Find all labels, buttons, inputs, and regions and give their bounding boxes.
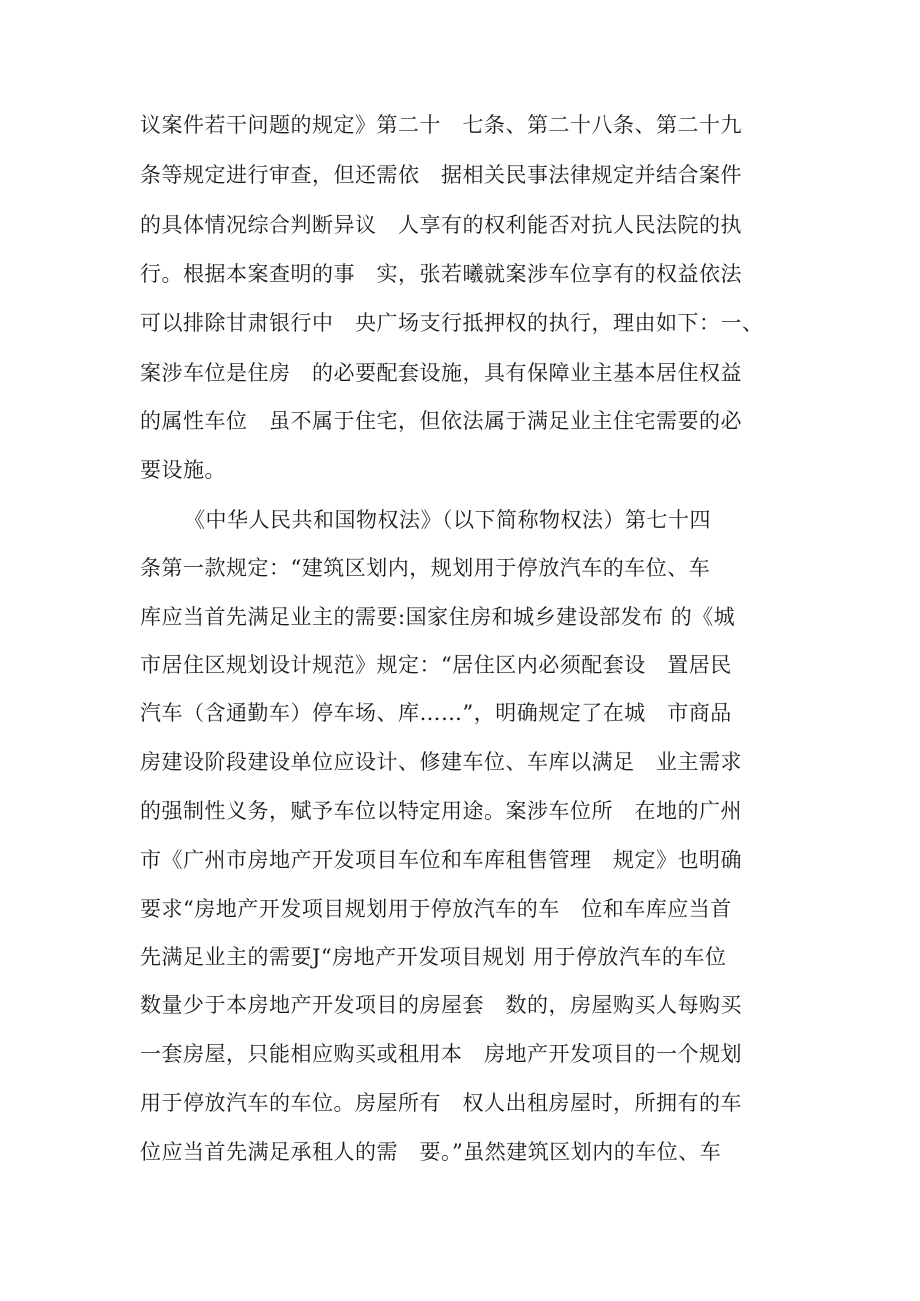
text-line: 可以排除甘肃银行中 央广场支行抵押权的执行，理由如下：一、	[140, 311, 764, 335]
text-line: 要求“房地产开发项目规划用于停放汽车的车 位和车库应当首	[140, 897, 732, 921]
text-line: 《中华人民共和国物权法》（以下简称物权法）第七十四	[184, 508, 711, 532]
text-line: 条等规定进行审查，但还需依 据相关民事法律规定并结合案件	[140, 163, 742, 187]
text-line: 数量少于本房地产开发项目的房屋套 数的，房屋购买人每购买	[140, 993, 742, 1017]
text-line: 市居住区规划设计规范》规定：“居住区内必须配套设 置居民	[140, 653, 732, 677]
text-line: 先满足业主的需要J“房地产开发项目规划 用于停放汽车的车位	[140, 945, 727, 969]
text-line: 条第一款规定：“建筑区划内，规划用于停放汽车的车位、车	[140, 556, 711, 580]
text-line: 的具体情况综合判断异议 人享有的权利能否对抗人民法院的执	[140, 213, 742, 237]
text-line: 要设施。	[140, 458, 226, 482]
text-line: 市《广州市房地产开发项目车位和车库租售管理 规定》也明确	[140, 848, 742, 872]
text-line: 房建设阶段建设单位应设计、修建车位、车库以满足 业主需求	[140, 750, 742, 774]
text-line: 位应当首先满足承租人的需 要。”虽然建筑区划内的车位、车	[140, 1140, 722, 1164]
text-line: 案涉车位是住房 的必要配套设施，具有保障业主基本居住权益	[140, 361, 742, 385]
text-line: 库应当首先满足业主的需要:国家住房和城乡建设部发布 的《城	[140, 605, 736, 629]
text-line: 汽车（含通勤车）停车场、库……”，明确规定了在城 市商品	[140, 701, 732, 725]
text-line: 的强制性义务，赋予车位以特定用途。案涉车位所 在地的广州	[140, 799, 742, 823]
text-line: 一套房屋，只能相应购买或租用本 房地产开发项目的一个规划	[140, 1042, 742, 1066]
text-line: 的属性车位 虽不属于住宅，但依法属于满足业主住宅需要的必	[140, 409, 742, 433]
text-line: 议案件若干问题的规定》第二十 七条、第二十八条、第二十九	[140, 113, 742, 137]
text-line: 行。根据本案查明的事 实，张若曦就案涉车位享有的权益依法	[140, 262, 742, 286]
text-line: 用于停放汽车的车位。房屋所有 权人出租房屋时，所拥有的车	[140, 1091, 742, 1115]
